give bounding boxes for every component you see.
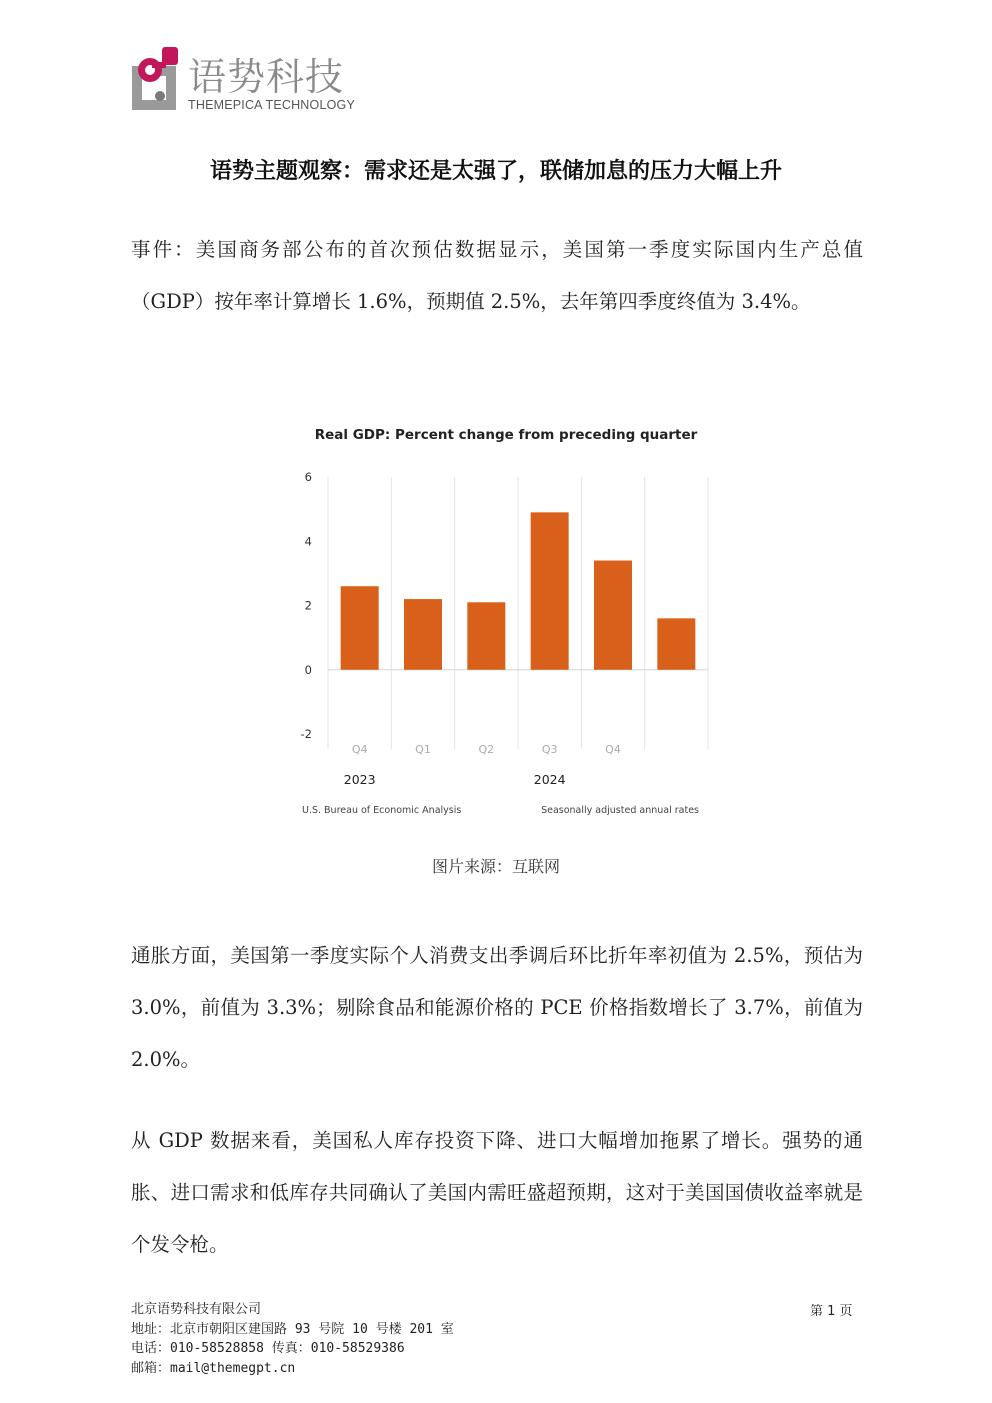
x-tick-label: Q3 — [541, 743, 558, 756]
page-number: 第 1 页 — [810, 1304, 853, 1319]
chart-note: Seasonally adjusted annual rates — [541, 805, 699, 816]
y-tick-label: -2 — [300, 727, 312, 741]
bar-6 — [657, 618, 695, 669]
footer-email: 邮箱：mail@themegpt.cn — [131, 1360, 296, 1376]
footer-phone: 电话：010-58528858 传真：010-58529386 — [131, 1341, 405, 1356]
footer-company: 北京语势科技有限公司 — [131, 1302, 262, 1317]
paragraph-inflation: 通胀方面，美国第一季度实际个人消费支出季调后环比折年率初值为 2.5%，预估为 3.0%，前值为 3.3%；剔除食品和能源价格的 PCE 价格指数增长了 3.7%，前值为 2.0%。 — [131, 944, 863, 1071]
x-tick-label: Q1 — [415, 743, 431, 756]
x-tick-label: Q2 — [478, 743, 495, 756]
paragraph-event: 事件：美国商务部公布的首次预估数据显示，美国第一季度实际国内生产总值（GDP）按年率计算增长 1.6%，预期值 2.5%，去年第四季度终值为 3.4%。 — [131, 238, 863, 313]
page-title: 语势主题观察：需求还是太强了，联储加息的压力大幅上升 — [209, 159, 782, 184]
logo-text-en: THEMEPICA TECHNOLOGY — [188, 98, 355, 112]
y-tick-label: 6 — [304, 470, 312, 484]
y-tick-label: 2 — [304, 598, 312, 613]
bar-5 — [594, 561, 632, 670]
x-tick-label: Q4 — [351, 743, 368, 756]
footer — [131, 1300, 454, 1378]
y-tick-label: 4 — [304, 534, 312, 549]
x-tick-label: Q4 — [605, 743, 621, 756]
logo-text-cn: 语势科技 — [188, 55, 345, 99]
year-label: 2024 — [533, 772, 566, 787]
y-tick-label: 0 — [304, 662, 312, 677]
footer-address: 地址：北京市朝阳区建国路 93 号院 10 号楼 201 室 — [131, 1321, 454, 1337]
gdp-bar-chart — [288, 412, 712, 824]
logo-mark-icon — [130, 44, 188, 114]
chart-title: Real GDP: Percent change from preceding quarter — [314, 427, 698, 443]
bar-4 — [531, 512, 569, 669]
bar-3 — [467, 602, 505, 669]
bar-2 — [404, 599, 442, 670]
chart-source: U.S. Bureau of Economic Analysis — [302, 805, 462, 816]
bar-1 — [341, 586, 379, 670]
company-logo — [130, 44, 370, 116]
paragraph-gdp-analysis: 从 GDP 数据来看，美国私人库存投资下降、进口大幅增加拖累了增长。强势的通胀、进口需求和低库存共同确认了美国内需旺盛超预期，这对于美国国债收益率就是个发令枪。 — [131, 1129, 863, 1256]
image-caption: 图片来源：互联网 — [431, 857, 560, 876]
year-label: 2023 — [343, 772, 376, 787]
